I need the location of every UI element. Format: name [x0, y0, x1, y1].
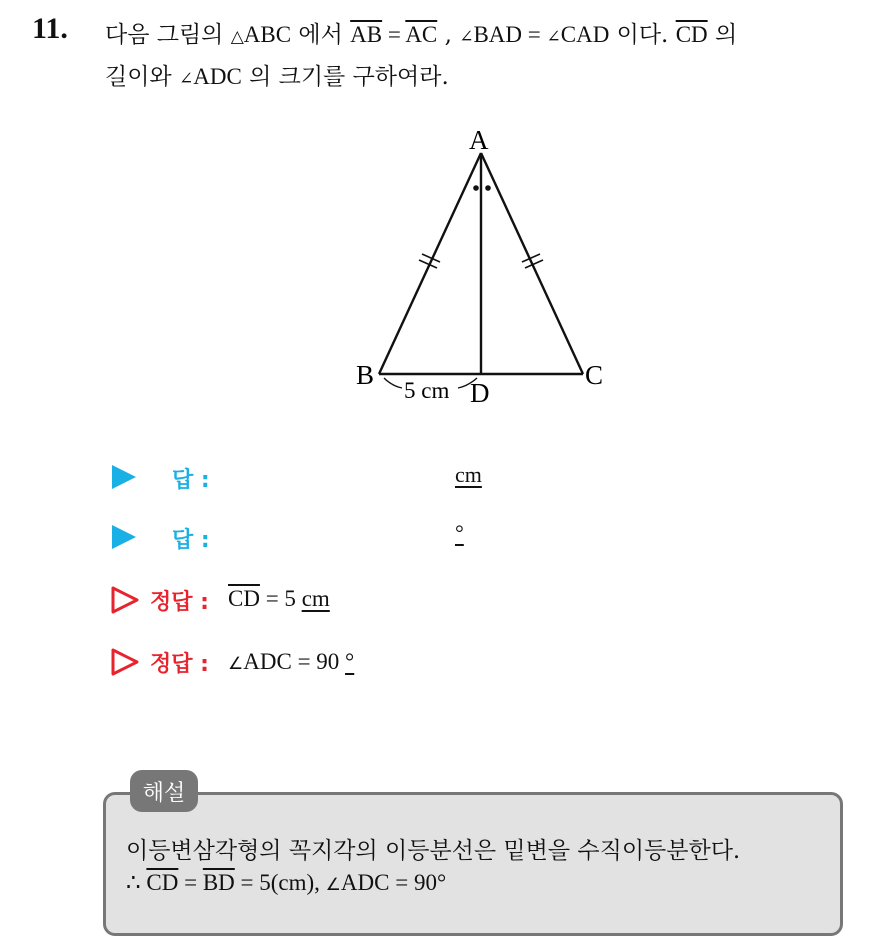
bd-length-label: 5 cm: [404, 378, 450, 403]
vertex-label-c: C: [585, 360, 604, 390]
question-line-2: 길이와 ∠ADC 의 크기를 구하여라.: [105, 64, 449, 90]
triangle-symbol: △: [230, 27, 244, 46]
angle-symbol: ∠: [228, 654, 244, 673]
bd-dimension-left: [384, 378, 402, 388]
angle-symbol: ∠: [325, 875, 341, 894]
answer-label-2: 답 :: [172, 528, 210, 553]
correct-answer-label-2: 정답 :: [150, 652, 209, 677]
side-ab: [379, 153, 481, 374]
explanation-line-1: 이등변삼각형의 꼭지각의 이등분선은 밑변을 수직이등분한다.: [126, 838, 741, 864]
correct-answer-arrow-icon: [110, 647, 140, 677]
side-ac: [481, 153, 583, 374]
answer-arrow-icon: [112, 465, 136, 489]
angle-mark-dot-left: [473, 185, 479, 191]
segment-cd: $\overline{CD}$: [228, 586, 260, 611]
segment-ab: $\overline{AB}$: [350, 22, 383, 47]
explanation-line-2: ∴ $\overline{CD} = \overline{BD} = 5(cm)$, ∠ADC = 90°: [126, 870, 447, 895]
segment-cd: $\overline{CD}$: [146, 870, 179, 895]
angle-symbol: ∠: [459, 27, 474, 46]
correct-answer-arrow-icon: [110, 585, 140, 615]
tick-ab-2: [419, 260, 437, 268]
explanation-tag: 해설: [130, 770, 198, 812]
correct-answer-label-1: 정답 :: [150, 590, 209, 615]
answer-label-1: 답 :: [172, 468, 210, 493]
angle-symbol: ∠: [546, 27, 561, 46]
correct-answer-2: ∠ADC = 90 °: [228, 649, 355, 674]
vertex-label-d: D: [470, 378, 490, 408]
angle-symbol: ∠: [178, 69, 194, 88]
segment-bd: $\overline{BD}$: [202, 870, 235, 895]
answer-unit-degree: °: [455, 520, 464, 545]
answer-arrow-icon: [112, 525, 136, 549]
tick-ab-1: [422, 254, 440, 262]
vertex-label-a: A: [469, 125, 489, 155]
question-line-1: 다음 그림의 △ABC 에서 $\overline{AB} = \overline{AC}$ , ∠BAD = ∠CAD 이다. $\overline{CD}$ 의: [105, 22, 738, 48]
angle-mark-dot-right: [485, 185, 491, 191]
segment-cd: $\overline{CD}$: [675, 22, 708, 47]
answer-unit-cm: cm: [455, 462, 482, 487]
vertex-label-b: B: [356, 360, 375, 390]
segment-ac: $\overline{AC}$: [405, 22, 438, 47]
bd-dimension-right: [458, 378, 477, 388]
tick-ac-1: [522, 254, 540, 262]
correct-answer-1: $\overline{CD} = 5$ cm: [228, 586, 330, 611]
question-number: 11.: [32, 12, 68, 45]
tick-ac-2: [525, 260, 543, 268]
